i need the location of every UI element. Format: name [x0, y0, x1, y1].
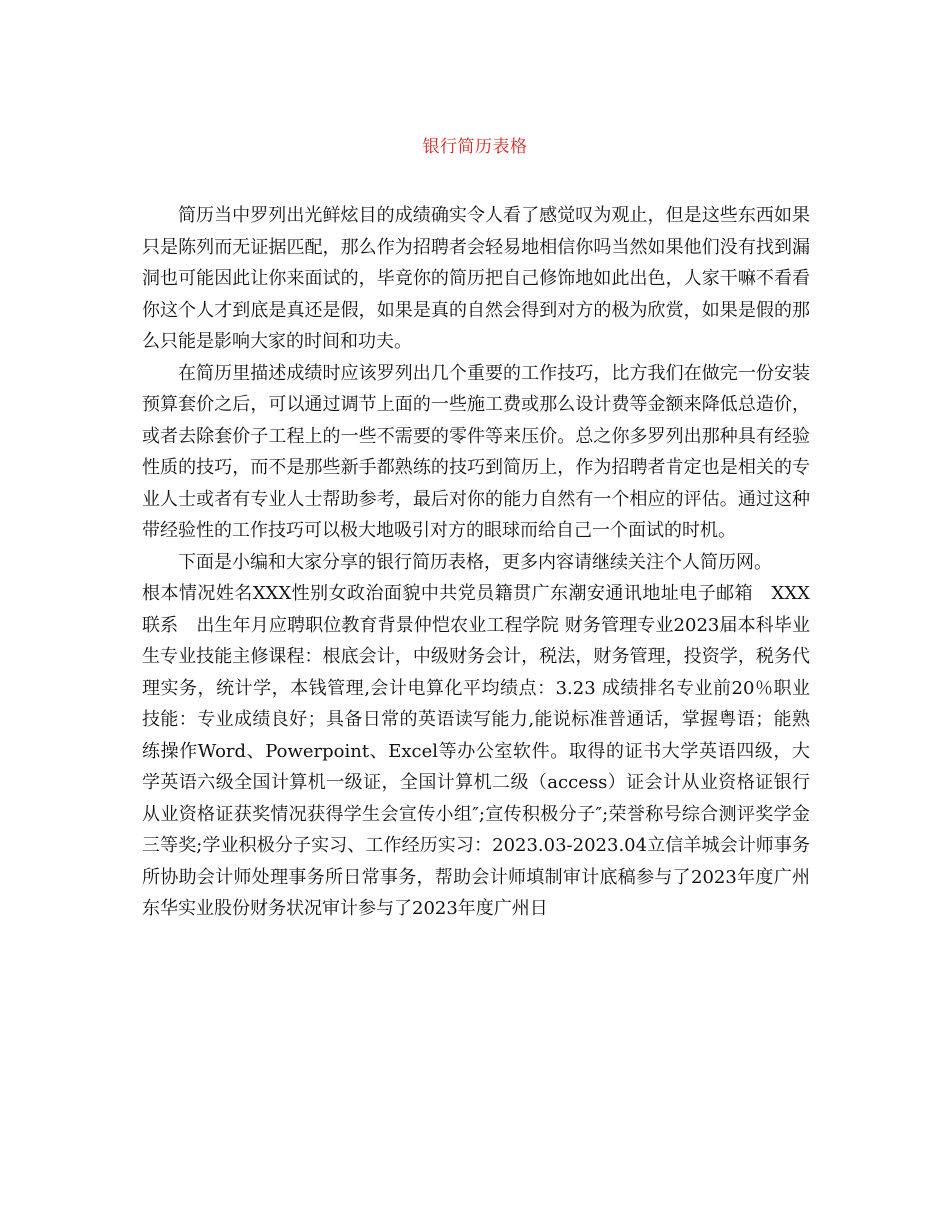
document-body	[142, 200, 810, 925]
paragraph-share: 下面是小编和大家分享的银行简历表格，更多内容请继续关注个人简历网。	[178, 551, 772, 573]
paragraph-intro: 简历当中罗列出光鲜炫目的成绩确实令人看了感觉叹为观止，但是这些东西如果只是陈列而无证据匹配，那么作为招聘者会轻易地相信你吗当然如果他们没有找到漏洞也可能因此让你来面试的，毕竟你的简历把自己修饰地如此出色，人家干嘛不看看你这个人才到底是真还是假，如果是真的自然会得到对方的极为欣赏，如果是假的那么只能是影响大家的时间和功夫。	[142, 205, 810, 352]
paragraph-skills: 在简历里描述成绩时应该罗列出几个重要的工作技巧，比方我们在做完一份安装预算套价之后，可以通过调节上面的一些施工费或那么设计费等金额来降低总造价，或者去除套价子工程上的一些不需要的零件等来压价。总之你多罗列出那种具有经验性质的技巧，而不是那些新手都熟练的技巧到简历上，作为招聘者肯定也是相关的专业人士或者有专业人士帮助参考，最后对你的能力自然有一个相应的评估。通过这种带经验性的工作技巧可以极大地吸引对方的眼球而给自己一个面试的时机。	[142, 362, 810, 541]
page-title: 银行简历表格	[422, 137, 528, 157]
resume-details: 根本情况姓名XXX性别女政治面貌中共党员籍贯广东潮安通讯地址电子邮箱 XXX联系 出生年月应聘职位教育背景仲恺农业工程学院 财务管理专业2023届本科毕业生专业技能主修课程：根底会计，中级财务会计，税法，财务管理，投资学，税务代理实务，统计学，本钱管理,会计电算化平均绩点：3.23 成绩排名专业前20％职业技能：专业成绩良好；具备日常的英语读写能力,能说标准普通话，掌握粤语；能熟练操作Word、Powerpoint、Excel等办公室软件。取得的证书大学英语四级，大学英语六级全国计算机一级证，全国计算机二级（access）证会计从业资格证银行从业资格证获奖情况获得学生会宣传小组″;宣传积极分子″;荣誉称号综合测评奖学金三等奖;学业积极分子实习、工作经历实习：2023.03-2023.04立信羊城会计师事务所协助会计师处理事务所日常事务，帮助会计师填制审计底稿参与了2023年度广州东华实业股份财务状况审计参与了2023年度广州日	[142, 583, 810, 919]
